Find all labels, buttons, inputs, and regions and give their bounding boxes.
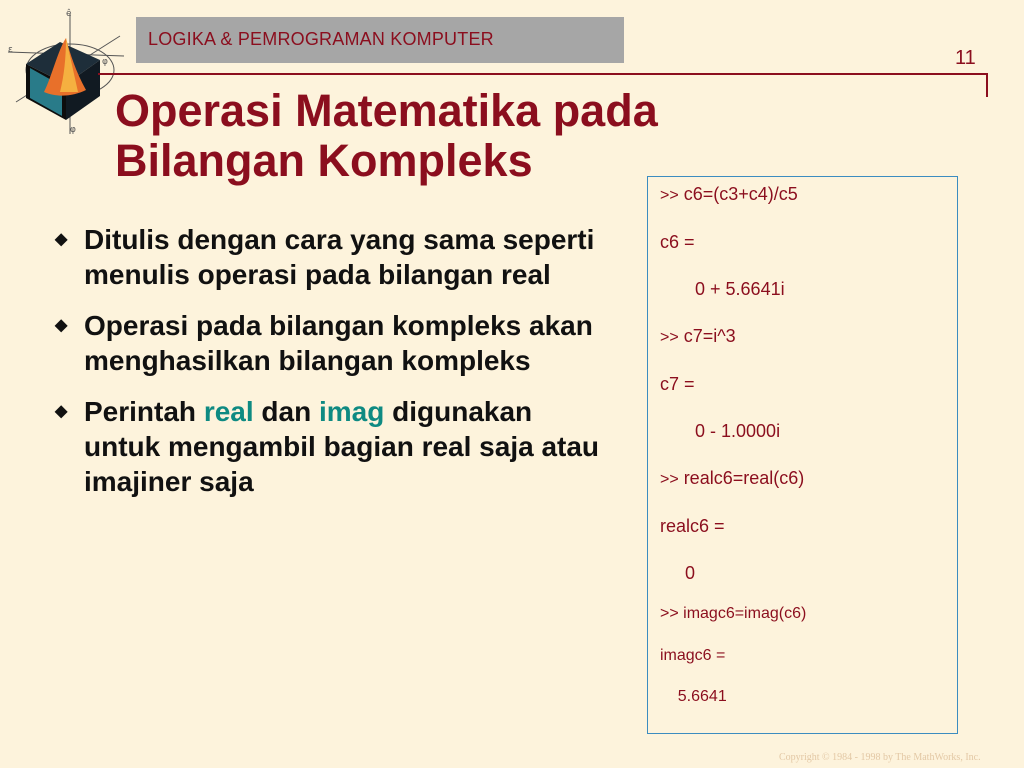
code-line <box>660 325 736 349</box>
code-line: imagc6 = <box>660 647 726 664</box>
slide-title-line-2: Bilangan Kompleks <box>115 135 533 186</box>
bullet-text: Operasi pada bilangan kompleks akan menghasilkan bilangan kompleks <box>84 310 593 376</box>
bullet-item <box>50 222 610 292</box>
code-line: c6 = <box>660 232 695 252</box>
bullet-list <box>50 222 610 515</box>
diamond-bullet-icon: ◆ <box>55 403 68 420</box>
prompt-symbol: >> <box>660 605 679 622</box>
code-line <box>660 603 806 625</box>
svg-text:ê: ê <box>66 9 72 19</box>
matlab-code-box <box>647 176 958 734</box>
bullet-text: Ditulis dengan cara yang sama seperti menulis operasi pada bilangan real <box>84 224 595 290</box>
prompt-symbol: >> <box>660 471 679 488</box>
code-line: realc6 = <box>660 516 725 536</box>
svg-text:ε: ε <box>8 45 13 55</box>
diamond-bullet-icon: ◆ <box>55 231 68 248</box>
code-line <box>660 467 804 491</box>
header-divider-end <box>986 73 988 97</box>
page-number: 11 <box>955 47 976 69</box>
code-line: 0 - 1.0000i <box>660 421 781 441</box>
bullet-item <box>50 394 610 499</box>
prompt-symbol: >> <box>660 187 679 204</box>
bullet-text-suffix: digunakan untuk mengambil bagian real saja atau imajiner saja <box>84 396 600 497</box>
copyright-notice: Copyright © 1984 - 1998 by The MathWorks, Inc. <box>779 752 981 763</box>
matlab-logo-icon <box>4 6 126 134</box>
code-text: imagc6=imag(c6) <box>678 605 807 622</box>
code-line <box>660 183 798 207</box>
slide-title <box>115 86 775 186</box>
code-text: realc6=real(c6) <box>678 468 805 488</box>
code-line: 0 <box>660 563 696 583</box>
code-text: c6=(c3+c4)/c5 <box>678 184 798 204</box>
slide-title-line-1: Operasi Matematika pada <box>115 85 658 136</box>
prompt-symbol: >> <box>660 329 679 346</box>
diamond-bullet-icon: ◆ <box>55 317 68 334</box>
code-line: c7 = <box>660 374 695 394</box>
code-line: 5.6641 <box>660 688 727 705</box>
code-text: c7=i^3 <box>678 326 736 346</box>
svg-text:φ: φ <box>102 57 108 67</box>
bullet-text-prefix: Perintah <box>84 396 204 427</box>
course-title: LOGIKA & PEMROGRAMAN KOMPUTER <box>148 29 494 49</box>
keyword-imag: imag <box>318 396 385 427</box>
keyword-real: real <box>203 396 254 427</box>
bullet-item <box>50 308 610 378</box>
header-divider <box>98 73 988 75</box>
header-banner <box>136 17 624 63</box>
bullet-text-middle: dan <box>253 396 319 427</box>
code-line: 0 + 5.6641i <box>660 279 785 299</box>
svg-text:φ: φ <box>70 125 76 134</box>
